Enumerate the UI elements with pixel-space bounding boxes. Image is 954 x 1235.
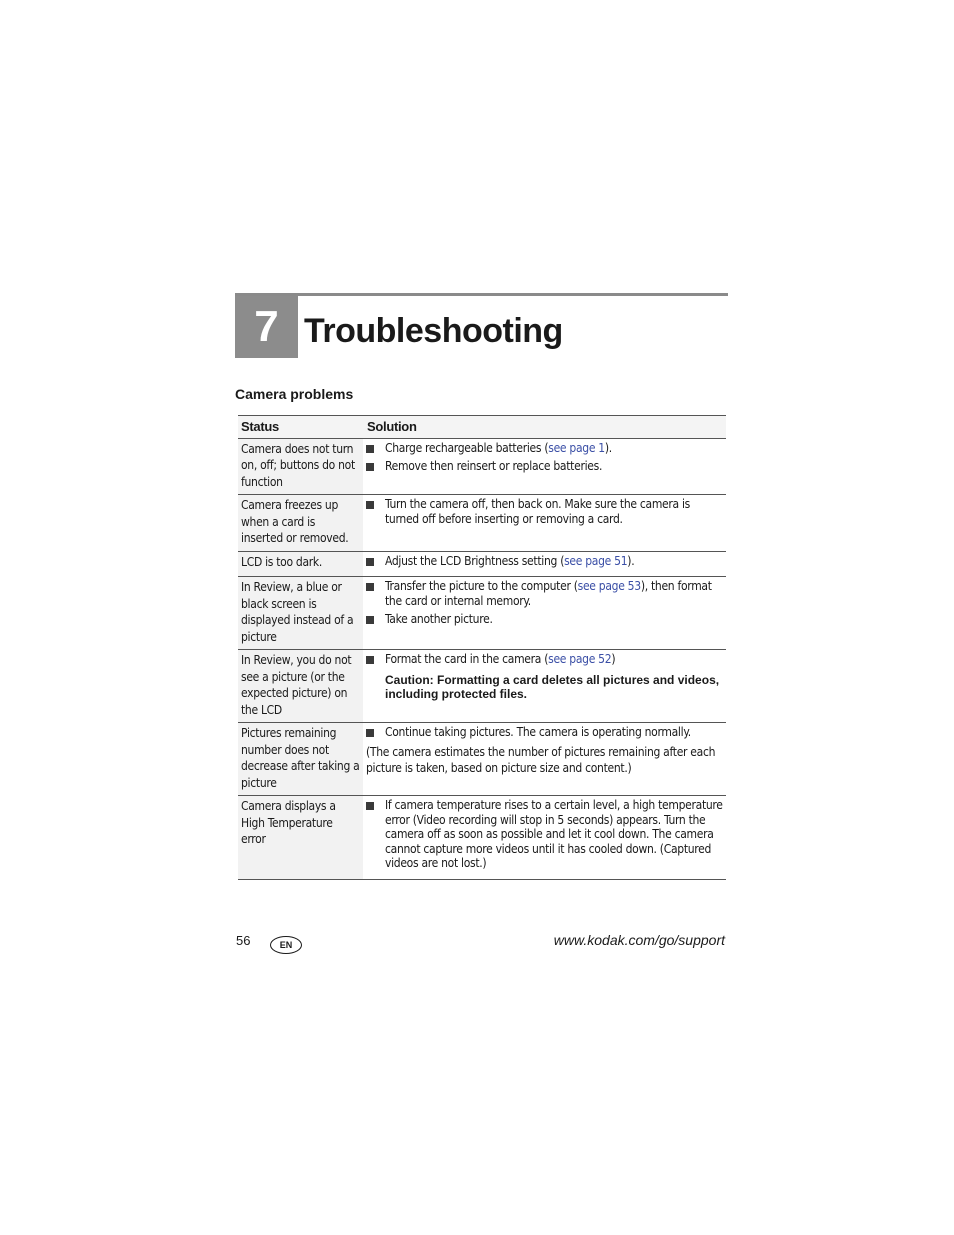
solution-cell [363, 723, 726, 796]
bullet-text [385, 441, 723, 456]
table-row [238, 438, 726, 495]
status-cell: LCD is too dark. [238, 551, 363, 577]
support-url[interactable]: www.kodak.com/go/support [553, 932, 725, 948]
caution-text: Caution: Formatting a card deletes all pictures and videos, including protected files. [385, 672, 720, 701]
language-badge: EN [270, 936, 302, 954]
table-row [238, 495, 726, 552]
bullet-text-part: Turn the camera off, then back on. Make sure the camera is turned off before inserting or removing a card. [385, 497, 690, 526]
solution-column-header: Solution [363, 416, 726, 439]
bullet-text [385, 497, 723, 526]
status-cell: Camera freezes up when a card is inserted or removed. [238, 495, 363, 552]
square-bullet-icon [366, 656, 374, 664]
bullet-text [385, 612, 723, 627]
page-number: 56 [236, 933, 251, 948]
page-reference-link[interactable]: see page 1 [548, 440, 605, 455]
bullet-text-part: ) [611, 652, 616, 666]
solution-bullet [366, 652, 723, 667]
solution-bullet [366, 441, 723, 456]
bullet-text-part: Take another picture. [385, 612, 493, 626]
solution-bullet [366, 612, 723, 627]
status-cell: Camera displays a High Temperature error [238, 796, 363, 880]
bullet-text-part: If camera temperature rises to a certain level, a high temperature error (Video recording will stop in 5 seconds) appears. Turn the camera off as soon as possible and let it cool down. The camera cannot capture more videos until it has cooled down. (Captured videos are not lost.) [385, 798, 723, 870]
square-bullet-icon [366, 445, 374, 453]
status-cell: In Review, you do not see a picture (or the expected picture) on the LCD [238, 650, 363, 723]
bullet-text-part: Continue taking pictures. The camera is operating normally. [385, 725, 691, 739]
bullet-text-part: Adjust the LCD Brightness setting ( [385, 553, 565, 568]
page-reference-link[interactable]: see page 53 [577, 579, 641, 593]
solution-bullet [366, 497, 723, 526]
square-bullet-icon [366, 501, 374, 509]
page-reference-link[interactable]: see page 52 [548, 652, 612, 666]
table-row [238, 723, 726, 796]
bullet-text [385, 798, 723, 871]
square-bullet-icon [366, 729, 374, 737]
solution-cell [363, 796, 726, 880]
bullet-text-part: Format the card in the camera ( [385, 652, 549, 666]
bullet-text-part: Remove then reinsert or replace batteries. [385, 459, 603, 473]
table-row [238, 796, 726, 880]
bullet-text-part: ). [627, 553, 635, 568]
table-row [238, 551, 726, 577]
solution-bullet [366, 725, 723, 740]
page-reference-link[interactable]: see page 51 [564, 553, 628, 568]
table-row [238, 650, 726, 723]
solution-cell [363, 438, 726, 495]
square-bullet-icon [366, 558, 374, 566]
table-row [238, 577, 726, 650]
chapter-rule [235, 293, 728, 296]
troubleshooting-table [238, 415, 726, 880]
status-column-header: Status [238, 416, 363, 439]
square-bullet-icon [366, 583, 374, 591]
solution-cell [363, 577, 726, 650]
section-title: Camera problems [235, 386, 354, 402]
solution-cell [363, 495, 726, 552]
note-text: (The camera estimates the number of pictures remaining after each picture is taken, based on picture size and content.) [366, 744, 716, 775]
table-header-row [238, 416, 726, 439]
bullet-text [385, 459, 723, 474]
page-title: Troubleshooting [304, 312, 563, 350]
solution-cell [363, 650, 726, 723]
solution-cell [363, 551, 726, 577]
square-bullet-icon [366, 616, 374, 624]
chapter-number: 7 [235, 296, 298, 358]
solution-bullet [366, 798, 723, 871]
status-cell: Camera does not turn on, off; buttons do not function [238, 438, 363, 495]
bullet-text [385, 579, 723, 608]
bullet-text [385, 725, 723, 740]
square-bullet-icon [366, 802, 374, 810]
solution-bullet [366, 579, 723, 608]
bullet-text-part: ), then format the card or internal memory. [385, 579, 712, 608]
status-cell: Pictures remaining number does not decrease after taking a picture [238, 723, 363, 796]
bullet-text-part: Transfer the picture to the computer ( [385, 579, 578, 593]
solution-bullet [366, 554, 723, 569]
bullet-text-part: Charge rechargeable batteries ( [385, 440, 549, 455]
status-cell: In Review, a blue or black screen is displayed instead of a picture [238, 577, 363, 650]
table-body [238, 438, 726, 879]
square-bullet-icon [366, 463, 374, 471]
bullet-text [385, 652, 723, 667]
bullet-text [385, 554, 723, 569]
solution-bullet [366, 459, 723, 474]
bullet-text-part: ). [604, 440, 612, 455]
